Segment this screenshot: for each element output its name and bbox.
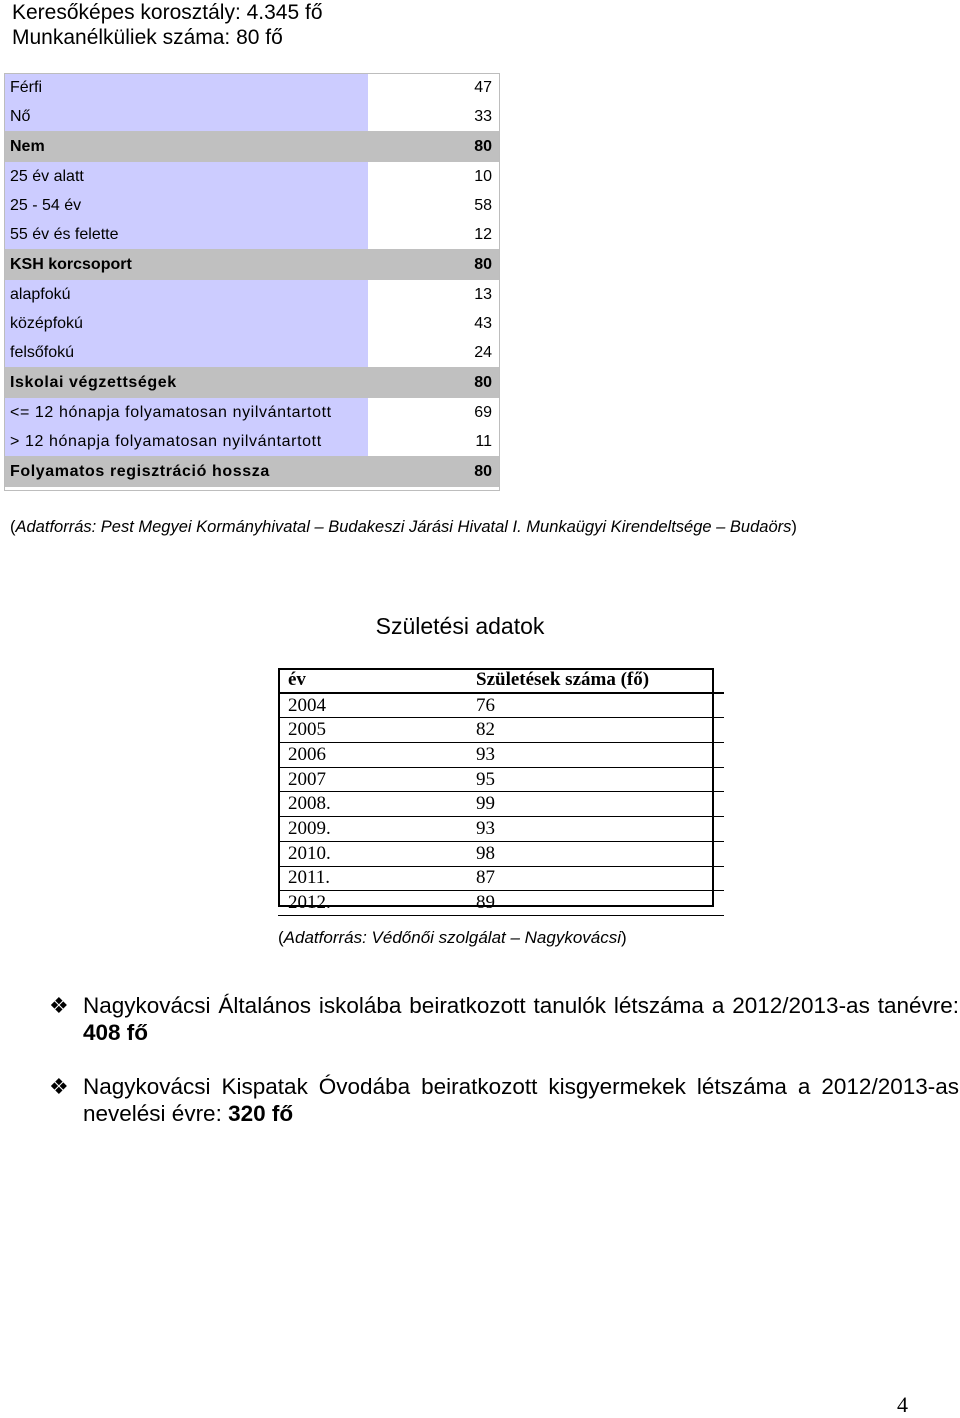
table-row — [4, 73, 500, 102]
diamond-bullet-icon: ❖ — [49, 1074, 69, 1099]
table-row — [4, 191, 500, 220]
row-value: 80 — [384, 367, 500, 398]
table-total-row — [4, 249, 500, 280]
bullet-school-value: 408 fő — [83, 1020, 149, 1045]
header-line-population: Keresőképes korosztály: 4.345 fő — [12, 1, 323, 24]
births-count-cell: 82 — [466, 718, 724, 743]
row-value: 11 — [384, 427, 500, 456]
cell-gap — [368, 73, 384, 102]
births-table-row — [278, 841, 724, 866]
births-header-count: Születések száma (fő) — [466, 668, 724, 693]
row-value: 58 — [384, 191, 500, 220]
table-row — [4, 309, 500, 338]
table-total-row — [4, 367, 500, 398]
births-table-row — [278, 792, 724, 817]
births-table-row — [278, 693, 724, 718]
row-label: középfokú — [4, 309, 368, 338]
row-value: 80 — [384, 131, 500, 162]
table-row — [4, 220, 500, 249]
table-total-row — [4, 456, 500, 487]
table-row — [4, 427, 500, 456]
table-row — [4, 280, 500, 309]
births-table-row — [278, 891, 724, 916]
cell-gap — [368, 309, 384, 338]
cell-gap — [368, 456, 384, 487]
births-count-cell: 87 — [466, 866, 724, 891]
row-label: KSH korcsoport — [4, 249, 368, 280]
births-year-cell: 2006 — [278, 743, 466, 768]
births-year-cell: 2008. — [278, 792, 466, 817]
births-count-cell: 89 — [466, 891, 724, 916]
births-count-cell: 95 — [466, 767, 724, 792]
cell-gap — [368, 249, 384, 280]
births-year-cell: 2007 — [278, 767, 466, 792]
births-year-cell: 2010. — [278, 841, 466, 866]
bullet-kindergarten-value: 320 fő — [228, 1101, 294, 1126]
births-table-row — [278, 718, 724, 743]
births-table-row — [278, 767, 724, 792]
births-table — [278, 668, 724, 916]
row-value: 24 — [384, 338, 500, 367]
births-year-cell: 2005 — [278, 718, 466, 743]
table-row — [4, 338, 500, 367]
births-year-cell: 2011. — [278, 866, 466, 891]
cell-gap — [368, 427, 384, 456]
row-label: 25 - 54 év — [4, 191, 368, 220]
row-value: 80 — [384, 249, 500, 280]
births-year-cell: 2004 — [278, 693, 466, 718]
row-label: <= 12 hónapja folyamatosan nyilvántartott — [4, 398, 368, 427]
births-count-cell: 76 — [466, 693, 724, 718]
cell-gap — [368, 220, 384, 249]
row-value: 33 — [384, 102, 500, 131]
cell-gap — [368, 131, 384, 162]
row-value: 13 — [384, 280, 500, 309]
row-label: felsőfokú — [4, 338, 368, 367]
cell-gap — [368, 162, 384, 191]
births-table-row — [278, 866, 724, 891]
cell-gap — [368, 191, 384, 220]
row-value: 43 — [384, 309, 500, 338]
births-count-cell: 99 — [466, 792, 724, 817]
source-note-births: (Adatforrás: Védőnői szolgálat – Nagykovácsi) — [278, 928, 627, 947]
births-year-cell: 2012. — [278, 891, 466, 916]
row-label: Nő — [4, 102, 368, 131]
row-value: 10 — [384, 162, 500, 191]
births-table-header — [278, 668, 724, 693]
row-value: 69 — [384, 398, 500, 427]
cell-gap — [368, 338, 384, 367]
row-label: Folyamatos regisztráció hossza — [4, 456, 368, 487]
row-label: alapfokú — [4, 280, 368, 309]
births-header-year: év — [278, 668, 466, 693]
births-table-row — [278, 743, 724, 768]
row-value: 12 — [384, 220, 500, 249]
births-section-title: Születési adatok — [375, 613, 545, 639]
page-number: 4 — [897, 1392, 908, 1417]
births-count-cell: 93 — [466, 817, 724, 842]
cell-gap — [368, 398, 384, 427]
row-label: Iskolai végzettségek — [4, 367, 368, 398]
row-label: 55 év és felette — [4, 220, 368, 249]
row-label: > 12 hónapja folyamatosan nyilvántartott — [4, 427, 368, 456]
table-total-row — [4, 131, 500, 162]
row-label: 25 év alatt — [4, 162, 368, 191]
births-count-cell: 98 — [466, 841, 724, 866]
cell-gap — [368, 280, 384, 309]
diamond-bullet-icon: ❖ — [49, 993, 69, 1018]
bullet-kindergarten-text: Nagykovácsi Kispatak Óvodába beiratkozott kisgyermekek létszáma a 2012/2013-as nevelési évre: — [83, 1074, 959, 1126]
header-line-unemployed: Munkanélküliek száma: 80 fő — [12, 26, 283, 49]
table-row — [4, 398, 500, 427]
cell-gap — [368, 367, 384, 398]
births-count-cell: 93 — [466, 743, 724, 768]
births-year-cell: 2009. — [278, 817, 466, 842]
source-note-employment: (Adatforrás: Pest Megyei Kormányhivatal – Budakeszi Járási Hivatal I. Munkaügyi Kirendeltsége – Budaörs) — [10, 518, 797, 536]
births-table-row — [278, 817, 724, 842]
row-label: Nem — [4, 131, 368, 162]
table-row — [4, 162, 500, 191]
bullet-school-text: Nagykovácsi Általános iskolába beiratkozott tanulók létszáma a 2012/2013-as tanévre: — [83, 993, 959, 1018]
row-label: Férfi — [4, 73, 368, 102]
row-value: 47 — [384, 73, 500, 102]
cell-gap — [368, 102, 384, 131]
table-row — [4, 102, 500, 131]
row-value: 80 — [384, 456, 500, 487]
